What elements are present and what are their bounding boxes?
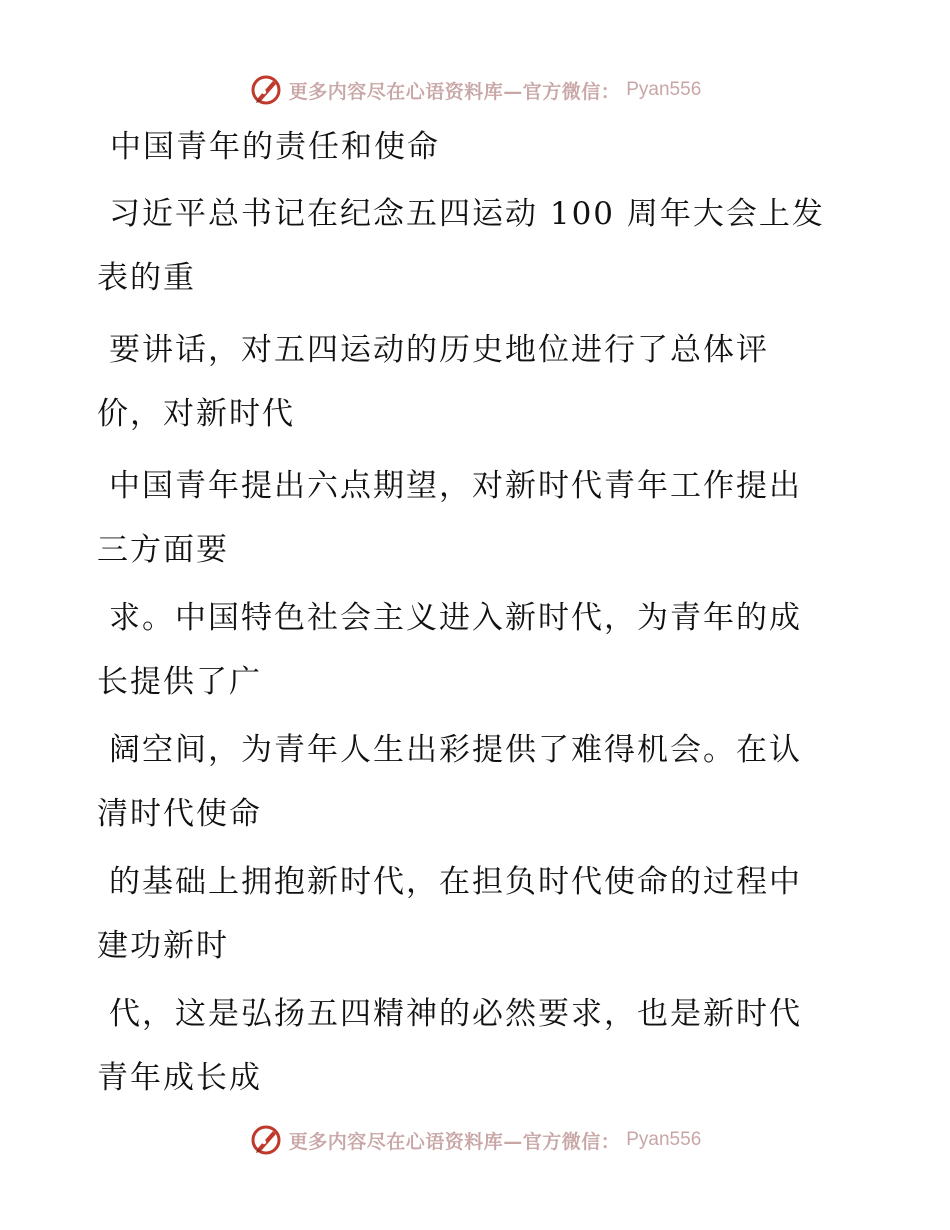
paragraph-line: 中国青年提出六点期望，对新时代青年工作提出	[109, 468, 802, 504]
header-brand-text: 更多内容尽在心语资料库—官方微信：	[288, 80, 621, 103]
paragraph-line: 习近平总书记在纪念五四运动 100 周年大会上发	[109, 196, 825, 232]
document-title: 中国青年的责任和使命	[110, 129, 440, 165]
paragraph-line: 建功新时	[97, 928, 229, 964]
paragraph	[97, 454, 857, 582]
paragraph-line: 青年成长成	[97, 1060, 262, 1096]
header-wechat-handle: Pyan556	[626, 79, 702, 100]
paragraph-line: 价，对新时代	[97, 396, 295, 432]
paragraph-line: 表的重	[97, 260, 196, 296]
paragraph-line: 三方面要	[97, 532, 229, 568]
paragraph	[97, 718, 857, 846]
paragraph-line: 清时代使命	[97, 796, 262, 832]
footer-wechat-handle: Pyan556	[626, 1129, 702, 1150]
paragraph	[97, 182, 857, 310]
paragraph-line: 的基础上拥抱新时代，在担负时代使命的过程中	[109, 864, 802, 900]
footer-brand-text: 更多内容尽在心语资料库—官方微信：	[288, 1130, 621, 1153]
paragraph-line: 要讲话，对五四运动的历史地位进行了总体评	[109, 332, 769, 368]
pen-logo-icon	[249, 1123, 283, 1157]
paragraph	[97, 586, 857, 714]
paragraph-line: 长提供了广	[97, 664, 262, 700]
paragraph	[97, 318, 857, 446]
paragraph-line: 阔空间，为青年人生出彩提供了难得机会。在认	[109, 732, 802, 768]
paragraph	[97, 850, 857, 978]
paragraph-line: 代，这是弘扬五四精神的必然要求，也是新时代	[109, 996, 802, 1032]
footer-watermark-banner	[0, 1120, 950, 1160]
pen-logo-icon	[249, 73, 283, 107]
paragraph	[97, 982, 857, 1110]
header-watermark-banner	[0, 70, 950, 110]
paragraph-line: 求。中国特色社会主义进入新时代，为青年的成	[109, 600, 802, 636]
